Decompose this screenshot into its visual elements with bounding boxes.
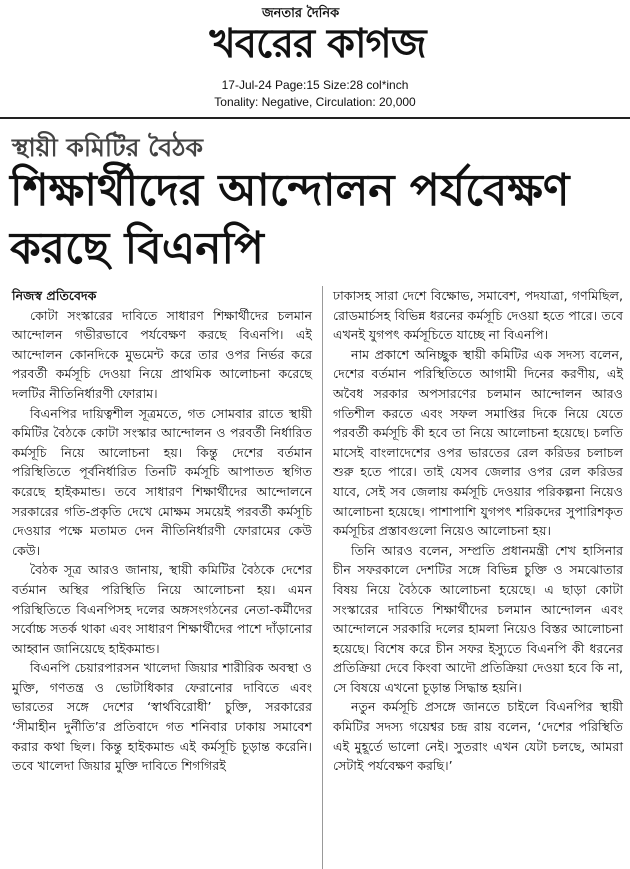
masthead-tagline: জনতার দৈনিক bbox=[262, 6, 340, 21]
headline-line-2: করছে বিএনপি bbox=[10, 223, 264, 274]
paragraph: তিনি আরও বলেন, সম্প্রতি প্রধানমন্ত্রী শেখ হাসিনার চীন সফরকালে দেশটির সঙ্গে বিভিন্ন চুক্তি ও সমঝোতার বিষয় নিয়ে বৈঠকে আলোচনা হয়েছে। এ ছাড়া কোটা সংস্কারের দাবিতে শিক্ষার্থীদের চলমান আন্দোলন এবং আন্দোলনে সরকারি দলের হামলা নিয়েও বিস্তর আলোচনা হয়েছে। বিশেষ করে চীন সফর ইস্যুতে বিএনপি কী ধরনের প্রতিক্রিয়া দেবে কিংবা আদৌ প্রতিক্রিয়া দেওয়া হবে কি না, সে বিষয়ে এখনো চূড়ান্ত সিদ্ধান্ত হয়নি। bbox=[333, 542, 623, 695]
article-headline bbox=[10, 162, 625, 278]
paragraph: বৈঠক সূত্র আরও জানায়, স্থায়ী কমিটির বৈঠকে দেশের বর্তমান অস্থির পরিস্থিতি নিয়ে আলোচনা হয়। এমন পরিস্থিতিতে বিএনপিসহ দলের অঙ্গসংগঠনের নেতা-কর্মীদের সর্বোচ্চ সতর্ক থাকা এবং সাধারণ শিক্ষার্থীদের পাশে দাঁড়ানোর আহ্বান জানিয়েছে হাইকমান্ড। bbox=[12, 562, 312, 656]
article-column-1 bbox=[12, 286, 312, 776]
paragraph: কোটা সংস্কারের দাবিতে সাধারণ শিক্ষার্থীদের চলমান আন্দোলন গভীরভাবে পর্যবেক্ষণ করছে বিএনপি। এই আন্দোলন কোনদিকে মুভমেন্ট করে তার ওপর নির্ভর করে পরবর্তী কর্মসূচি দেওয়া নিয়ে প্রাথমিক আলোচনা করেছে দলটির নীতিনির্ধারণী ফোরাম। bbox=[12, 307, 312, 401]
paragraph: বিএনপি চেয়ারপারসন খালেদা জিয়ার শারীরিক অবস্থা ও মুক্তি, গণতন্ত্র ও ভোটাধিকার ফেরানোর দাবিতে এবং ভারতের সঙ্গে দেশের ‘স্বার্থবিরোধী’ চুক্তি, সরকারের ‘সীমাহীন দুর্নীতি’র প্রতিবাদে গত শনিবার ঢাকায় সমাবেশ করার কথা ছিল। কিন্তু হাইকমান্ড এই কর্মসূচি চূড়ান্ত করেনি। তবে খালেদা জিয়ার মুক্তি দাবিতে শিগগিরই bbox=[12, 660, 312, 774]
clipping-meta-line1: 17-Jul-24 Page:15 Size:28 col*inch bbox=[221, 78, 409, 92]
clipping-meta-line2: Tonality: Negative, Circulation: 20,000 bbox=[214, 95, 416, 109]
header-rule bbox=[0, 117, 630, 119]
paragraph: বিএনপির দায়িত্বশীল সূত্রমতে, গত সোমবার রাতে স্থায়ী কমিটির বৈঠকে কোটা সংস্কার আন্দোলন ও পরবর্তী নির্ধারিত কর্মসূচি নিয়ে আলোচনা হয়। কিন্তু দেশের বর্তমান পরিস্থিতিতে পূর্বনির্ধারিত তিনটি কর্মসূচি আপাতত স্থগিত করেছে হাইকমান্ড। তবে সাধারণ শিক্ষার্থীদের আন্দোলনে সরকারের গতি-প্রকৃতি দেখে মোক্ষম সময়েই পরবর্তী কর্মসূচি দেওয়ার পক্ষে মতামত দেন নীতিনির্ধারণী ফোরামের কেউ কেউ। bbox=[12, 405, 312, 558]
paragraph: নাম প্রকাশে অনিচ্ছুক স্থায়ী কমিটির এক সদস্য বলেন, দেশের বর্তমান পরিস্থিতিতে আগামী দিনের করণীয়, এই অবৈধ সরকার অপসারণের চলমান আন্দোলন আরও গতিশীল করতে এবং সফল সমাপ্তির দিকে নিয়ে যেতে পরবর্তী কর্মসূচি কী হবে তা নিয়ে আলোচনা হয়েছে। চলতি মাসেই বাংলাদেশের ওপর ভারতের রেল করিডর চলাচল শুরু হতে পারে। তাই যেসব জেলার ওপর রেল করিডর যাবে, সেই সব জেলায় কর্মসূচি দেওয়ার পরিকল্পনা নিয়েও আলোচনা হয়েছে। পাশাপাশি যুগপৎ শরিকদের সুপারিশকৃত কর্মসূচির প্রস্তাবগুলো নিয়েও আলোচনা হয়। bbox=[333, 346, 623, 539]
byline: নিজস্ব প্রতিবেদক bbox=[12, 288, 97, 303]
paragraph: ঢাকাসহ সারা দেশে বিক্ষোভ, সমাবেশ, পদযাত্রা, গণমিছিল, রোডমার্চসহ বিভিন্ন ধরনের কর্মসূচি দেওয়া হতে পারে। তবে এখনই যুগপৎ কর্মসূচিতে যাচ্ছে না বিএনপি। bbox=[333, 288, 623, 343]
newspaper-name: খবরের কাগজ bbox=[209, 21, 426, 67]
paragraph: নতুন কর্মসূচি প্রসঙ্গে জানতে চাইলে বিএনপির স্থায়ী কমিটির সদস্য গয়েশ্বর চন্দ্র রায় বলেন, ‘দেশের পরিস্থিতি এই মুহূর্তে ভালো নেই। সুতরাং এখন যেটা চলছে, আমরা সেটাই পর্যবেক্ষণ করছি।’ bbox=[333, 699, 623, 774]
article-column-2 bbox=[333, 286, 623, 776]
column-divider bbox=[322, 286, 323, 869]
article-kicker: স্থায়ী কমিটির বৈঠক bbox=[12, 133, 204, 162]
headline-line-1: শিক্ষার্থীদের আন্দোলন পর্যবেক্ষণ bbox=[10, 165, 570, 216]
